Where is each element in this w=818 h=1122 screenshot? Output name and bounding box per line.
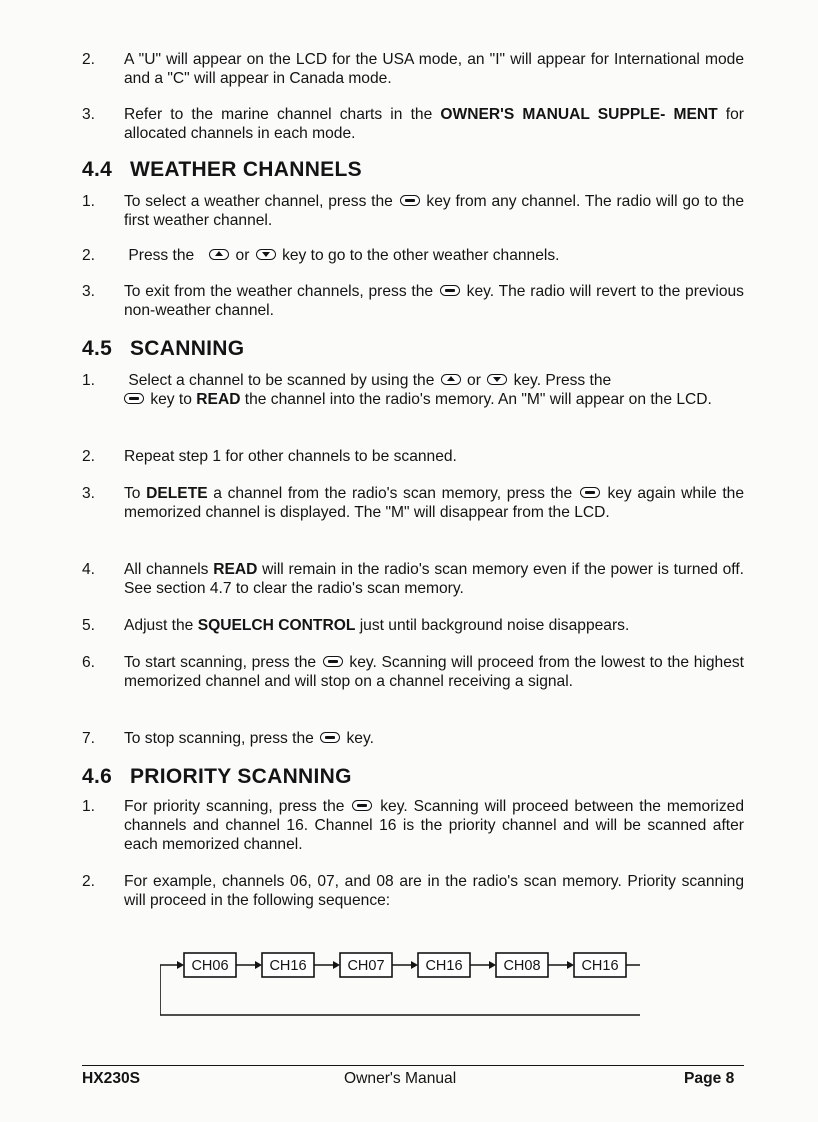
clr-key-icon bbox=[320, 732, 340, 743]
up-key-icon bbox=[209, 249, 229, 260]
clr-key-icon bbox=[440, 285, 460, 296]
section-heading: 4.4 WEATHER CHANNELS bbox=[82, 158, 362, 181]
channel-label: CH16 bbox=[581, 958, 619, 974]
section-heading: 4.6 PRIORITY SCANNING bbox=[82, 765, 352, 788]
manual-page: 2. A "U" will appear on the LCD for the USA mode, an "I" will appear for International mode and a "C" will appear in Canada mode. 3. Refer to the marine channel charts in the OWNER'S MANUAL SUPPLE- MENT for allocated channels in each mode. 4.4 WEATHER CHANNELS 1. To select a weather channel, press the key from any channel. The radio will go to the first weather channel. 2. Press the or key to go to the other weather channels. 3. To exit from the weather channels, press the key. The radio will revert to the previous non-weather channel. 4.5 SCANNING 1. Select a channel to be scanned by using the or key. Press the key to READ the channel into the radio's memory. An "M" will appear on the LCD. 2. Repeat step 1 for other channels to be scanned. 3. To DELETE a channel from the radio's scan memory, press the key again while the memorized channel is displayed. The "M" will disappear from the LCD. 4. All channels READ will remain in the radio's scan memory even if the power is turned off. See section 4.7 to clear the radio's scan memory. 5. Adjust the SQUELCH CONTROL just until background noise disappears. 6. To start scanning, press the key. Scanning will proceed from the lowest to the highest memorized channel and will stop on a channel receiving a signal. 7. To stop scanning, press the key. 4.6 PRIORITY SCANNING 1. For priority scanning, press the key. Scanning will proceed between the memorized channels and channel 16. Channel 16 is the priority channel and will be scanned after each memorized channel. 2. For example, channels 06, 07, and 08 are in the radio's scan memory. Priority scanning will proceed in the following sequence: CH06 CH16 CH07 CH16 CH08 CH16 HX230S Owner's Manual Page 8 bbox=[82, 51, 745, 1087]
arrow-head-icon bbox=[489, 961, 496, 969]
channel-label: CH07 bbox=[347, 958, 385, 974]
channel-label: CH08 bbox=[503, 958, 541, 974]
scan-key-icon bbox=[323, 656, 343, 667]
arrow-head-icon bbox=[177, 961, 184, 969]
priority-scan-sequence-diagram bbox=[160, 945, 640, 1017]
down-key-icon bbox=[487, 374, 507, 385]
arrow-head-icon bbox=[567, 961, 574, 969]
arrow-head-icon bbox=[411, 961, 418, 969]
item-number: 2. bbox=[82, 51, 96, 68]
channel-label: CH16 bbox=[269, 958, 307, 974]
arrow-head-icon bbox=[255, 961, 262, 969]
section-heading: 4.5 SCANNING bbox=[82, 337, 245, 360]
item-number: 3. bbox=[82, 106, 96, 123]
footer-page-number: Page 8 bbox=[684, 1070, 735, 1087]
arrow-head-icon bbox=[333, 961, 340, 969]
channel-label: CH06 bbox=[191, 958, 229, 974]
footer-title: Owner's Manual bbox=[344, 1070, 457, 1087]
down-key-icon bbox=[256, 249, 276, 260]
pscan-key-icon bbox=[352, 800, 372, 811]
rd-key-icon bbox=[124, 393, 144, 404]
up-key-icon bbox=[441, 374, 461, 385]
wx-key-icon bbox=[400, 195, 420, 206]
footer-model: HX230S bbox=[82, 1070, 141, 1087]
rd-key-icon bbox=[580, 487, 600, 498]
footer-rule bbox=[82, 1065, 744, 1066]
item-text: A "U" will appear on the LCD for the USA mode, an "I" will appear for International mode and a "C" will appear in Canada mode. bbox=[124, 51, 744, 87]
channel-label: CH16 bbox=[425, 958, 463, 974]
item-text: Refer to the marine channel charts in the OWNER'S MANUAL SUPPLE- MENT for allocated channels in each mode. bbox=[124, 106, 744, 142]
